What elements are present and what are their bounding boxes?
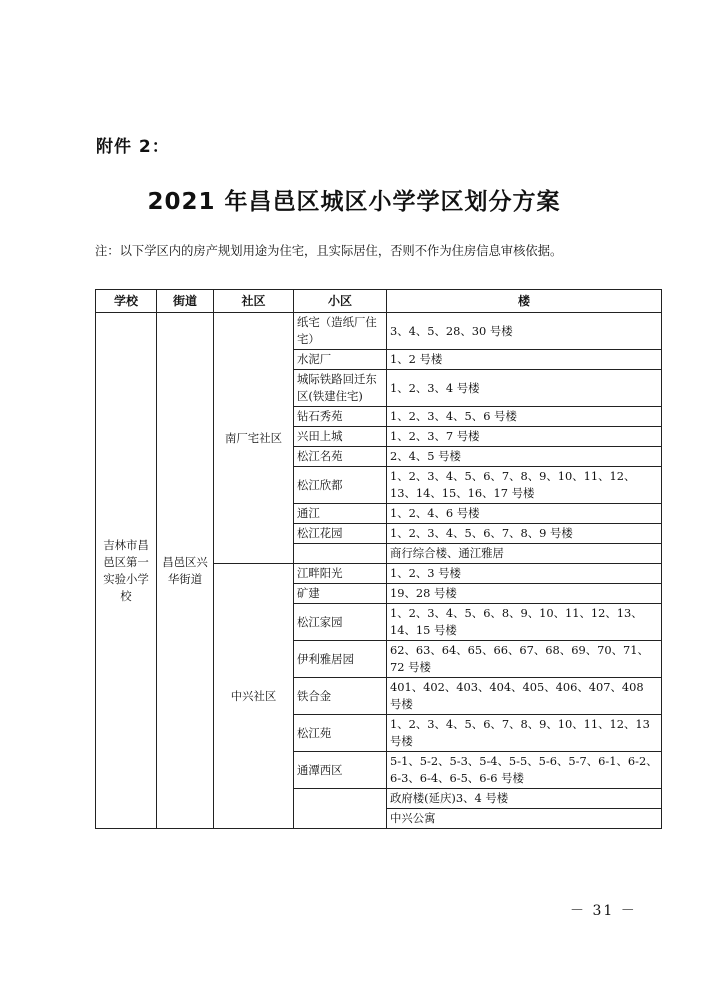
header-school: 学校 — [96, 290, 157, 313]
xiaoqu-cell: 通江 — [294, 504, 387, 524]
page-number: － 31 － — [570, 903, 637, 919]
xiaoqu-cell: 兴田上城 — [294, 427, 387, 447]
lou-cell: 1、2、3、4、5、6、8、9、10、11、12、13、14、15 号楼 — [387, 604, 662, 641]
xiaoqu-cell: 松江欣都 — [294, 467, 387, 504]
lou-cell: 2、4、5 号楼 — [387, 447, 662, 467]
lou-cell: 1、2、3 号楼 — [387, 564, 662, 584]
lou-cell: 5-1、5-2、5-3、5-4、5-5、5-6、5-7、6-1、6-2、6-3、6-4、6-5、6-6 号楼 — [387, 752, 662, 789]
lou-cell: 1、2、4、6 号楼 — [387, 504, 662, 524]
xiaoqu-cell: 钻石秀苑 — [294, 407, 387, 427]
community-cell-zhongxing: 中兴社区 — [214, 564, 294, 829]
xiaoqu-cell: 松江家园 — [294, 604, 387, 641]
xiaoqu-cell: 水泥厂 — [294, 350, 387, 370]
header-xiaoqu: 小区 — [294, 290, 387, 313]
xiaoqu-cell: 松江苑 — [294, 715, 387, 752]
table-header-row — [96, 290, 662, 313]
lou-cell: 3、4、5、28、30 号楼 — [387, 313, 662, 350]
lou-cell: 中兴公寓 — [387, 809, 662, 829]
lou-cell: 政府楼(延庆)3、4 号楼 — [387, 789, 662, 809]
street-cell: 昌邑区兴华街道 — [157, 313, 214, 829]
xiaoqu-cell — [294, 544, 387, 564]
xiaoqu-cell: 松江名苑 — [294, 447, 387, 467]
lou-cell: 1、2、3、4、5、6、7、8、9、10、11、12、13 号楼 — [387, 715, 662, 752]
note-text: 注：以下学区内的房产规划用途为住宅，且实际居住，否则不作为住房信息审核依据。 — [95, 244, 563, 258]
lou-cell: 1、2、3、4、5、6 号楼 — [387, 407, 662, 427]
lou-cell: 1、2、3、4、5、6、7、8、9、10、11、12、13、14、15、16、17 号楼 — [387, 467, 662, 504]
xiaoqu-cell: 纸宅（造纸厂住宅） — [294, 313, 387, 350]
xiaoqu-cell: 通潭西区 — [294, 752, 387, 789]
table-row — [96, 313, 662, 350]
xiaoqu-cell: 矿建 — [294, 584, 387, 604]
attachment-label: 附件 2： — [96, 137, 170, 157]
lou-cell: 商行综合楼、通江雅居 — [387, 544, 662, 564]
header-community: 社区 — [214, 290, 294, 313]
header-street: 街道 — [157, 290, 214, 313]
xiaoqu-cell: 城际铁路回迁东区(铁建住宅) — [294, 370, 387, 407]
community-cell-nanchangzhai: 南厂宅社区 — [214, 313, 294, 564]
lou-cell: 19、28 号楼 — [387, 584, 662, 604]
header-lou: 楼 — [387, 290, 662, 313]
district-table — [95, 289, 662, 829]
school-cell: 吉林市昌邑区第一实验小学校 — [96, 313, 157, 829]
lou-cell: 401、402、403、404、405、406、407、408 号楼 — [387, 678, 662, 715]
lou-cell: 1、2、3、4 号楼 — [387, 370, 662, 407]
lou-cell: 1、2 号楼 — [387, 350, 662, 370]
xiaoqu-cell: 江畔阳光 — [294, 564, 387, 584]
lou-cell: 1、2、3、4、5、6、7、8、9 号楼 — [387, 524, 662, 544]
page-title: 2021 年昌邑区城区小学学区划分方案 — [147, 189, 561, 215]
xiaoqu-cell — [294, 789, 387, 829]
xiaoqu-cell: 伊利雅居园 — [294, 641, 387, 678]
xiaoqu-cell: 铁合金 — [294, 678, 387, 715]
xiaoqu-cell: 松江花园 — [294, 524, 387, 544]
lou-cell: 1、2、3、7 号楼 — [387, 427, 662, 447]
lou-cell: 62、63、64、65、66、67、68、69、70、71、72 号楼 — [387, 641, 662, 678]
